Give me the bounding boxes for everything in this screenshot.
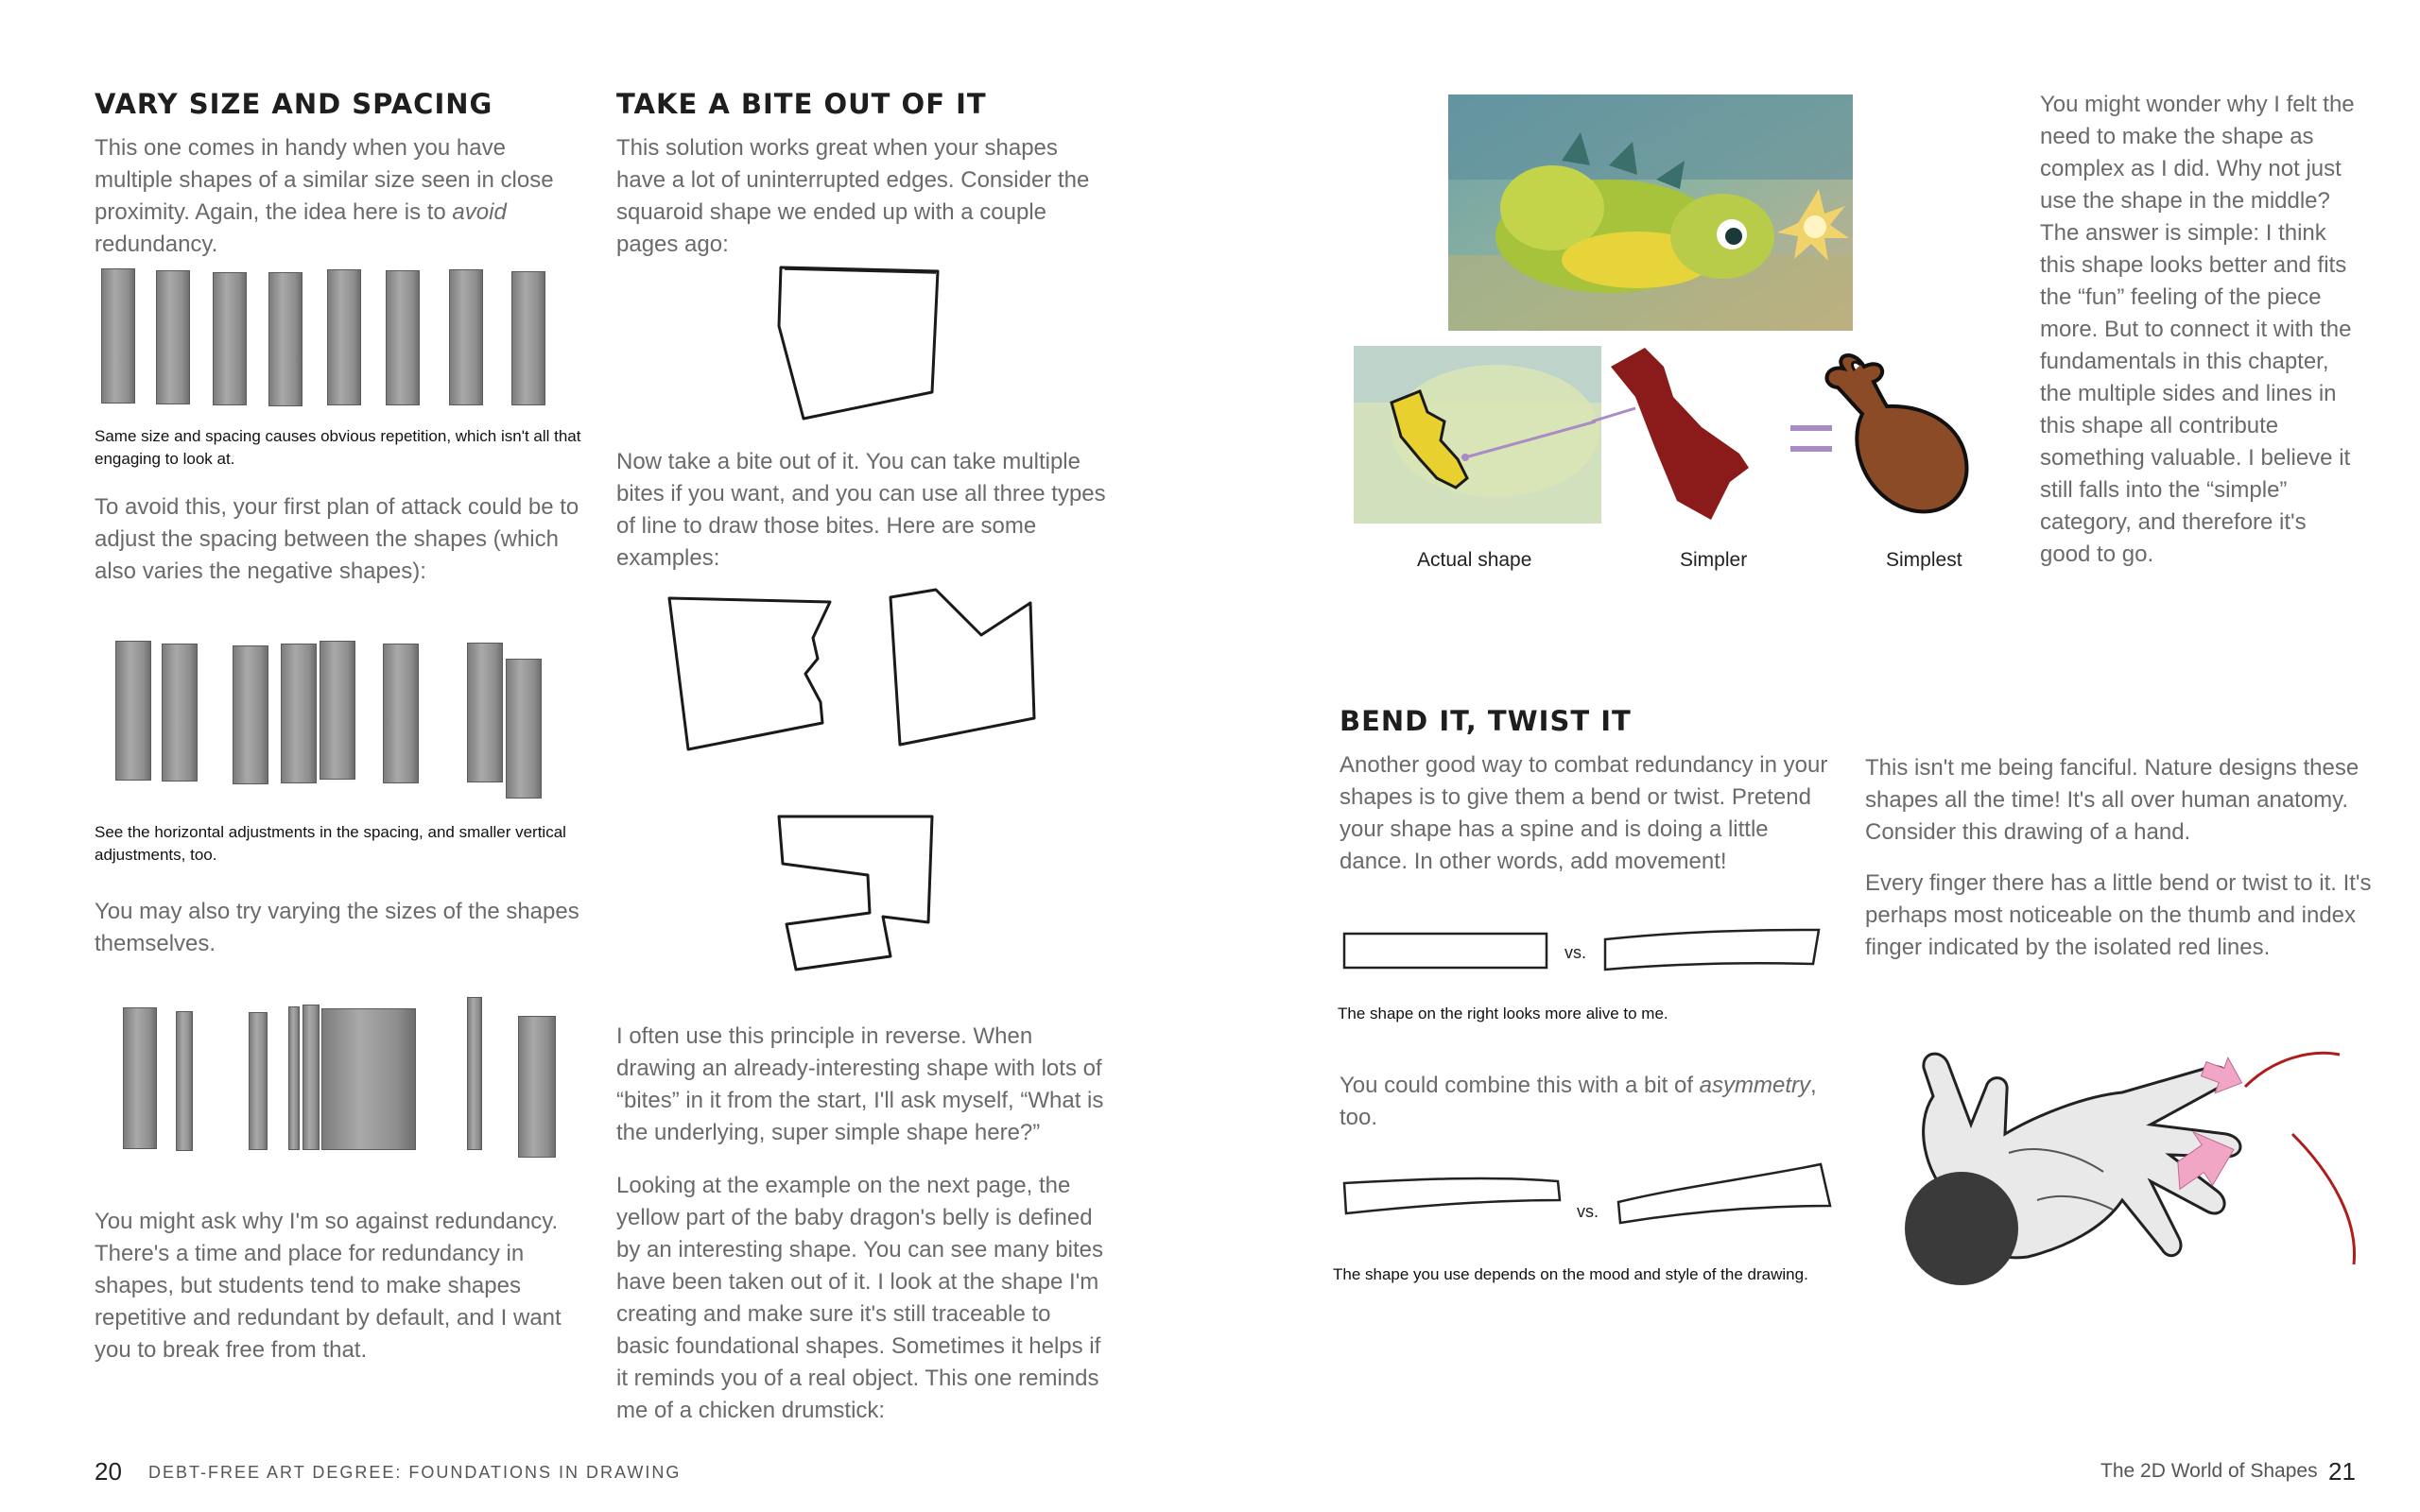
paragraph-asymmetry: You could combine this with a bit of asymmetry, too. [1340, 1073, 1817, 1130]
dragon-crop-actual-shape [1354, 346, 1601, 524]
bar-shape [162, 644, 198, 782]
bar-shape [156, 270, 190, 404]
heading-take-a-bite: TAKE A BITE OUT OF IT [616, 88, 987, 120]
bitten-shape-1 [662, 591, 841, 756]
bar-shape [281, 644, 317, 783]
vs-label-2: vs. [1577, 1202, 1599, 1221]
bar-shape [249, 1012, 268, 1150]
paragraph-vary-intro: This one comes in handy when you have multiple shapes of a similar size seen in close proximity. Again, the idea here is to avoid redundancy. [95, 135, 554, 257]
bar-shape [123, 1007, 157, 1149]
paragraph-take-bite: Now take a bite out of it. You can take multiple bites if you want, and you can use all three types of line to draw those bites. Here are some examples: [616, 449, 1106, 571]
page-number-left: 20 [95, 1457, 122, 1486]
bar-shape [320, 641, 355, 780]
bar-shape [518, 1016, 556, 1158]
bitten-shape-3 [773, 811, 953, 976]
bar-shape [115, 641, 151, 781]
label-simpler: Simpler [1680, 549, 1748, 571]
bar-shape [467, 643, 503, 782]
hand-drawing [1895, 1040, 2363, 1314]
heading-vary-size: VARY SIZE AND SPACING [95, 88, 493, 120]
bar-shape [213, 272, 247, 405]
running-title-left: DEBT-FREE ART DEGREE: FOUNDATIONS IN DRAWING [148, 1463, 682, 1482]
bar-shape [511, 271, 545, 405]
bar-shape [449, 269, 483, 405]
squaroid-shape-figure [766, 260, 955, 430]
caption-mood: The shape you use depends on the mood and style of the drawing. [1333, 1265, 1808, 1283]
bar-shape [327, 269, 361, 405]
paragraph-reverse: I often use this principle in reverse. When drawing an already-interesting shape with lots of “bites” in it from the start, I'll ask myself, “What is the underlying, super simple shape here?” [616, 1023, 1104, 1145]
bar-shape [383, 644, 419, 783]
paragraph-nature: This isn't me being fanciful. Nature designs these shapes all the time! It's all over human anatomy. Consider this drawing of a hand. [1865, 755, 2360, 845]
label-actual-shape: Actual shape [1417, 549, 1532, 571]
paragraph-complex-shape: You might wonder why I felt the need to make the shape as complex as I did. Why not just use the shape in the middle? The answer is simple: I think this shape looks better and fits the “fun” feeling of the piece more. But to connect it with the fundamentals in this chapter, the multiple sides and lines in this shape all contribute something valuable. I believe it still falls into the “simple” category, and therefore it's good to go. [2040, 92, 2355, 567]
bar-shape [302, 1005, 320, 1150]
bar-shape [233, 645, 268, 784]
paragraph-why-redundancy: You might ask why I'm so against redundancy. There's a time and place for redundancy in shapes, but students tend to make shapes repetitive and redundant by default, and I want you to break free from that. [95, 1209, 562, 1363]
bar-shape [386, 270, 420, 405]
running-title-right: The 2D World of Shapes [2100, 1460, 2318, 1482]
paragraph-bite-intro: This solution works great when your shapes have a lot of uninterrupted edges. Consider the squaroid shape we ended up with a couple pages ago: [616, 135, 1090, 257]
bar-shape [101, 268, 135, 404]
label-simplest: Simplest [1886, 549, 1962, 571]
paragraph-every-finger: Every finger there has a little bend or twist to it. It's perhaps most noticeable on the thumb and index finger indicated by the isolated red lines. [1865, 870, 2372, 960]
bar-shape [467, 997, 482, 1150]
paragraph-vary-sizes: You may also try varying the sizes of the shapes themselves. [95, 899, 579, 956]
paragraph-avoid: To avoid this, your first plan of attack could be to adjust the spacing between the shapes (which also varies the negative shapes): [95, 494, 579, 584]
bar-shape [288, 1006, 300, 1150]
bar-shape [321, 1008, 416, 1150]
page-number-right: 21 [2328, 1457, 2356, 1486]
heading-bend-twist: BEND IT, TWIST IT [1340, 705, 1632, 737]
paragraph-bend-intro: Another good way to combat redundancy in your shapes is to give them a bend or twist. Pretend your shape has a spine and is doing a little dance. In other words, add movement! [1340, 752, 1828, 874]
simpler-red-shape [1598, 340, 1796, 529]
caption-alive: The shape on the right looks more alive to me. [1338, 1005, 1668, 1022]
drumstick-shape [1796, 348, 1985, 527]
bitten-shape-2 [879, 586, 1049, 751]
dragon-illustration [1448, 94, 1853, 331]
paragraph-next-page: Looking at the example on the next page, the yellow part of the baby dragon's belly is defined by an interesting shape. You can see many bites have been taken out of it. I look at the shape I'm creating and make sure it's still traceable to basic foundational shapes. Sometimes it helps if it reminds you of a real object. This one reminds me of a chicken drumstick: [616, 1173, 1104, 1423]
bar-shape [176, 1011, 193, 1151]
bar-shape [268, 272, 302, 406]
vs-label-1: vs. [1564, 943, 1587, 962]
caption-spacing: See the horizontal adjustments in the spacing, and smaller vertical adjustments, too. [95, 823, 566, 864]
caption-equal: Same size and spacing causes obvious repetition, which isn't all that engaging to look at. [95, 427, 581, 468]
bar-shape [506, 659, 542, 799]
